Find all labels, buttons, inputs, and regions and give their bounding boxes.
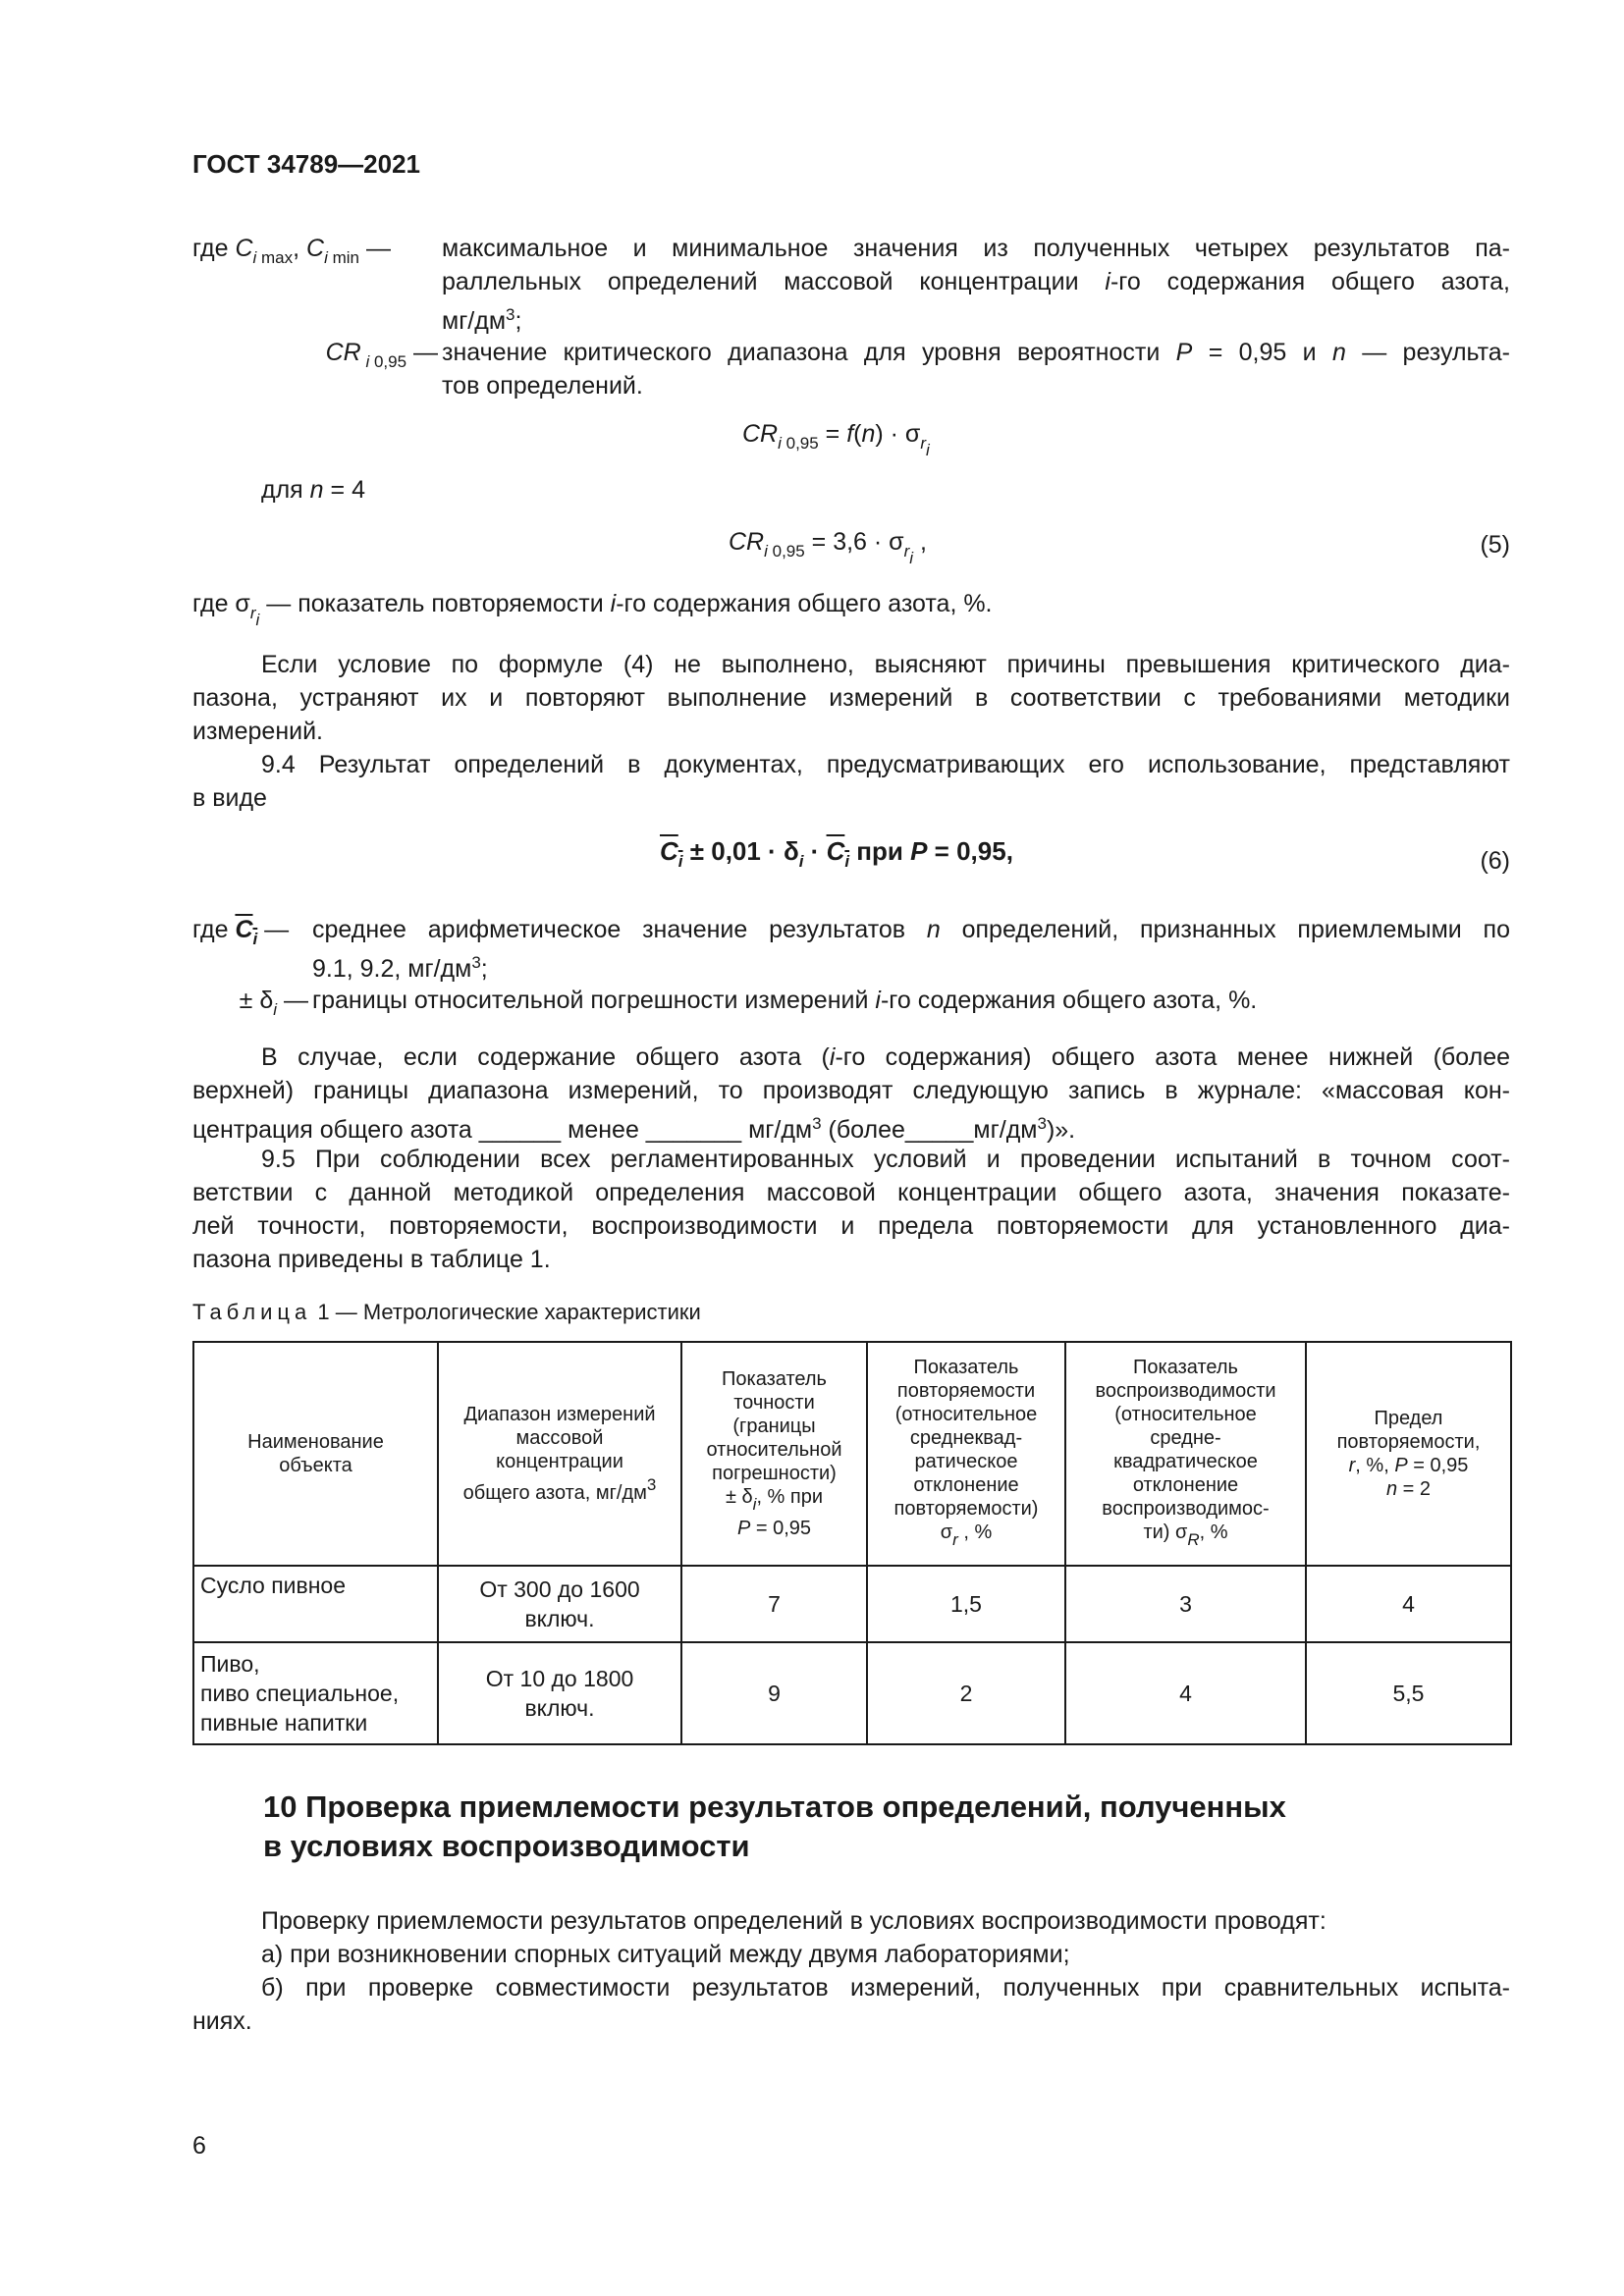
definition-text-line: значение критического диапазона для уровня вероятности P = 0,95 и n — результа-: [442, 339, 1510, 366]
table-header-row: [193, 1342, 1511, 1566]
definition-text-line: максимальное и минимальное значения из полученных четырех результатов па-: [442, 235, 1510, 262]
paragraph-9-5-line: 9.5 При соблюдении всех регламентированных условий и проведении испытаний в точном соот-: [261, 1146, 1510, 1173]
formula-cr-general: $CR_i$ $_{0,95} = f(n) \cdot \sigma_{r_i}$: [742, 420, 930, 459]
section-10-heading-line: 10 Проверка приемлемости результатов определений, полученных: [263, 1789, 1286, 1824]
equation-number-6: (6): [1480, 847, 1510, 875]
cell-range: От 10 до 1800 включ.: [438, 1642, 681, 1744]
paragraph-9-5-line: ветствии с данной методикой определения массовой концентрации общего азота, значения показате-: [192, 1179, 1510, 1206]
paragraph-condition-line: пазона, устраняют их и повторяют выполнение измерений в соответствии с требованиями методики: [192, 684, 1510, 712]
cell-repeatability: 2: [867, 1642, 1065, 1744]
definition-text-line: границы относительной погрешности измерений i-го содержания общего азота, %.: [312, 987, 1258, 1014]
header-repeatability-limit: Предел повторяемости, r, %, P = 0,95 n = 2: [1306, 1342, 1511, 1566]
cell-range: От 300 до 1600 включ.: [438, 1566, 681, 1642]
cell-reproducibility: 4: [1065, 1642, 1306, 1744]
page-number: 6: [192, 2132, 206, 2160]
cell-reproducibility: 3: [1065, 1566, 1306, 1642]
paragraph-9-4-line: в виде: [192, 784, 267, 812]
cell-object: Пиво, пиво специальное, пивные напитки: [193, 1642, 438, 1744]
table-caption-title: 1 — Метрологические характеристики: [311, 1300, 701, 1324]
paragraph-case-line: В случае, если содержание общего азота (i-го содержания) общего азота менее нижней (более: [261, 1043, 1511, 1071]
table-row: [193, 1642, 1511, 1744]
section-10-heading: [263, 1788, 1286, 1866]
cell-accuracy: 7: [681, 1566, 867, 1642]
formula-6: $C_i \pm 0,01 \cdot \delta_i \cdot C_i$ при P = 0,95,: [660, 836, 1013, 871]
section-10-text-line: Проверку приемлемости результатов определений в условиях воспроизводимости проводят:: [261, 1907, 1326, 1935]
definition-term-delta: ± $\delta_i$ —: [239, 987, 308, 1019]
header-accuracy: Показатель точности (границы относительной погрешности) ± $\delta_i$, % при P = 0,95: [681, 1342, 867, 1566]
paragraph-9-5-line: лей точности, повторяемости, воспроизводимости и предела повторяемости для установленного диа-: [192, 1212, 1510, 1240]
section-10-text-line: а) при возникновении спорных ситуаций между двумя лабораториями;: [261, 1941, 1070, 1968]
paragraph-condition-line: измерений.: [192, 718, 324, 745]
paragraph-9-5-line: пазона приведены в таблице 1.: [192, 1246, 551, 1273]
equation-number-5: (5): [1480, 531, 1510, 559]
paragraph-case-line: центрация общего азота ______ менее _______ $мг/дм^3$ $(более\_\_\_\_\_мг/дм^3)$».: [192, 1114, 1076, 1144]
header-repeatability: Показатель повторяемости (относительное среднеквад- ратическое отклонение повторяемости) $\sigma_r$ , %: [867, 1342, 1065, 1566]
table-row: [193, 1566, 1511, 1642]
cell-accuracy: 9: [681, 1642, 867, 1744]
section-10-text-line: б) при проверке совместимости результатов измерений, полученных при сравнительных испыта-: [261, 1974, 1510, 2002]
table-caption-word: Таблица: [192, 1300, 312, 1324]
header-reproducibility: Показатель воспроизводимости (относительное средне- квадратическое отклонение воспроизводимос- ти) $\sigma_R$, %: [1065, 1342, 1306, 1566]
header-measurement-range: Диапазон измерений массовой концентрации общего азота, $мг/дм^3$: [438, 1342, 681, 1566]
paragraph-condition-line: Если условие по формуле (4) не выполнено, выясняют причины превышения критического диа-: [261, 651, 1510, 678]
definition-sigma: где $\sigma_{r_i}$ — показатель повторяемости i-го содержания общего азота, %.: [192, 590, 993, 629]
definition-term-cimax-cimin: где $C_i$ $_{max}$, $C_i$ $_{min}$ —: [192, 235, 391, 267]
definition-text-line: тов определений.: [442, 372, 643, 400]
definition-text-line: среднее арифметическое значение результатов n определений, признанных приемлемыми по: [312, 916, 1510, 943]
cell-repeatability: 1,5: [867, 1566, 1065, 1642]
paragraph-case-line: верхней) границы диапазона измерений, то производят следующую запись в журнале: «массовая кон-: [192, 1077, 1510, 1104]
table-caption: [192, 1300, 701, 1325]
paragraph-9-4-line: 9.4 Результат определений в документах, предусматривающих его использование, представляют: [261, 751, 1510, 778]
section-10-heading-line: в условиях воспроизводимости: [263, 1829, 750, 1863]
definition-term-c-mean: где $C_i$ —: [192, 916, 290, 948]
for-n-equals-4: для n = 4: [261, 476, 365, 504]
definition-text-line: раллельных определений массовой концентрации i-го содержания общего азота,: [442, 268, 1510, 295]
section-10-text-line: ниях.: [192, 2007, 252, 2035]
definition-text-line: 9.1, 9.2, $мг/дм^3$;: [312, 953, 488, 983]
formula-5: $CR_i$ $_{0,95} = 3,6 \cdot \sigma_{r_i}$ ,: [729, 528, 927, 567]
definition-term-cr: CR $_{i 0,95}$ —: [325, 339, 438, 371]
cell-limit: 4: [1306, 1566, 1511, 1642]
cell-limit: 5,5: [1306, 1642, 1511, 1744]
metrology-table: [192, 1341, 1512, 1745]
header-object-name: Наименование объекта: [193, 1342, 438, 1566]
cell-object: Сусло пивное: [193, 1566, 438, 1642]
definition-text-line: $мг/дм^3$;: [442, 305, 522, 335]
document-header: ГОСТ 34789—2021: [192, 149, 420, 179]
